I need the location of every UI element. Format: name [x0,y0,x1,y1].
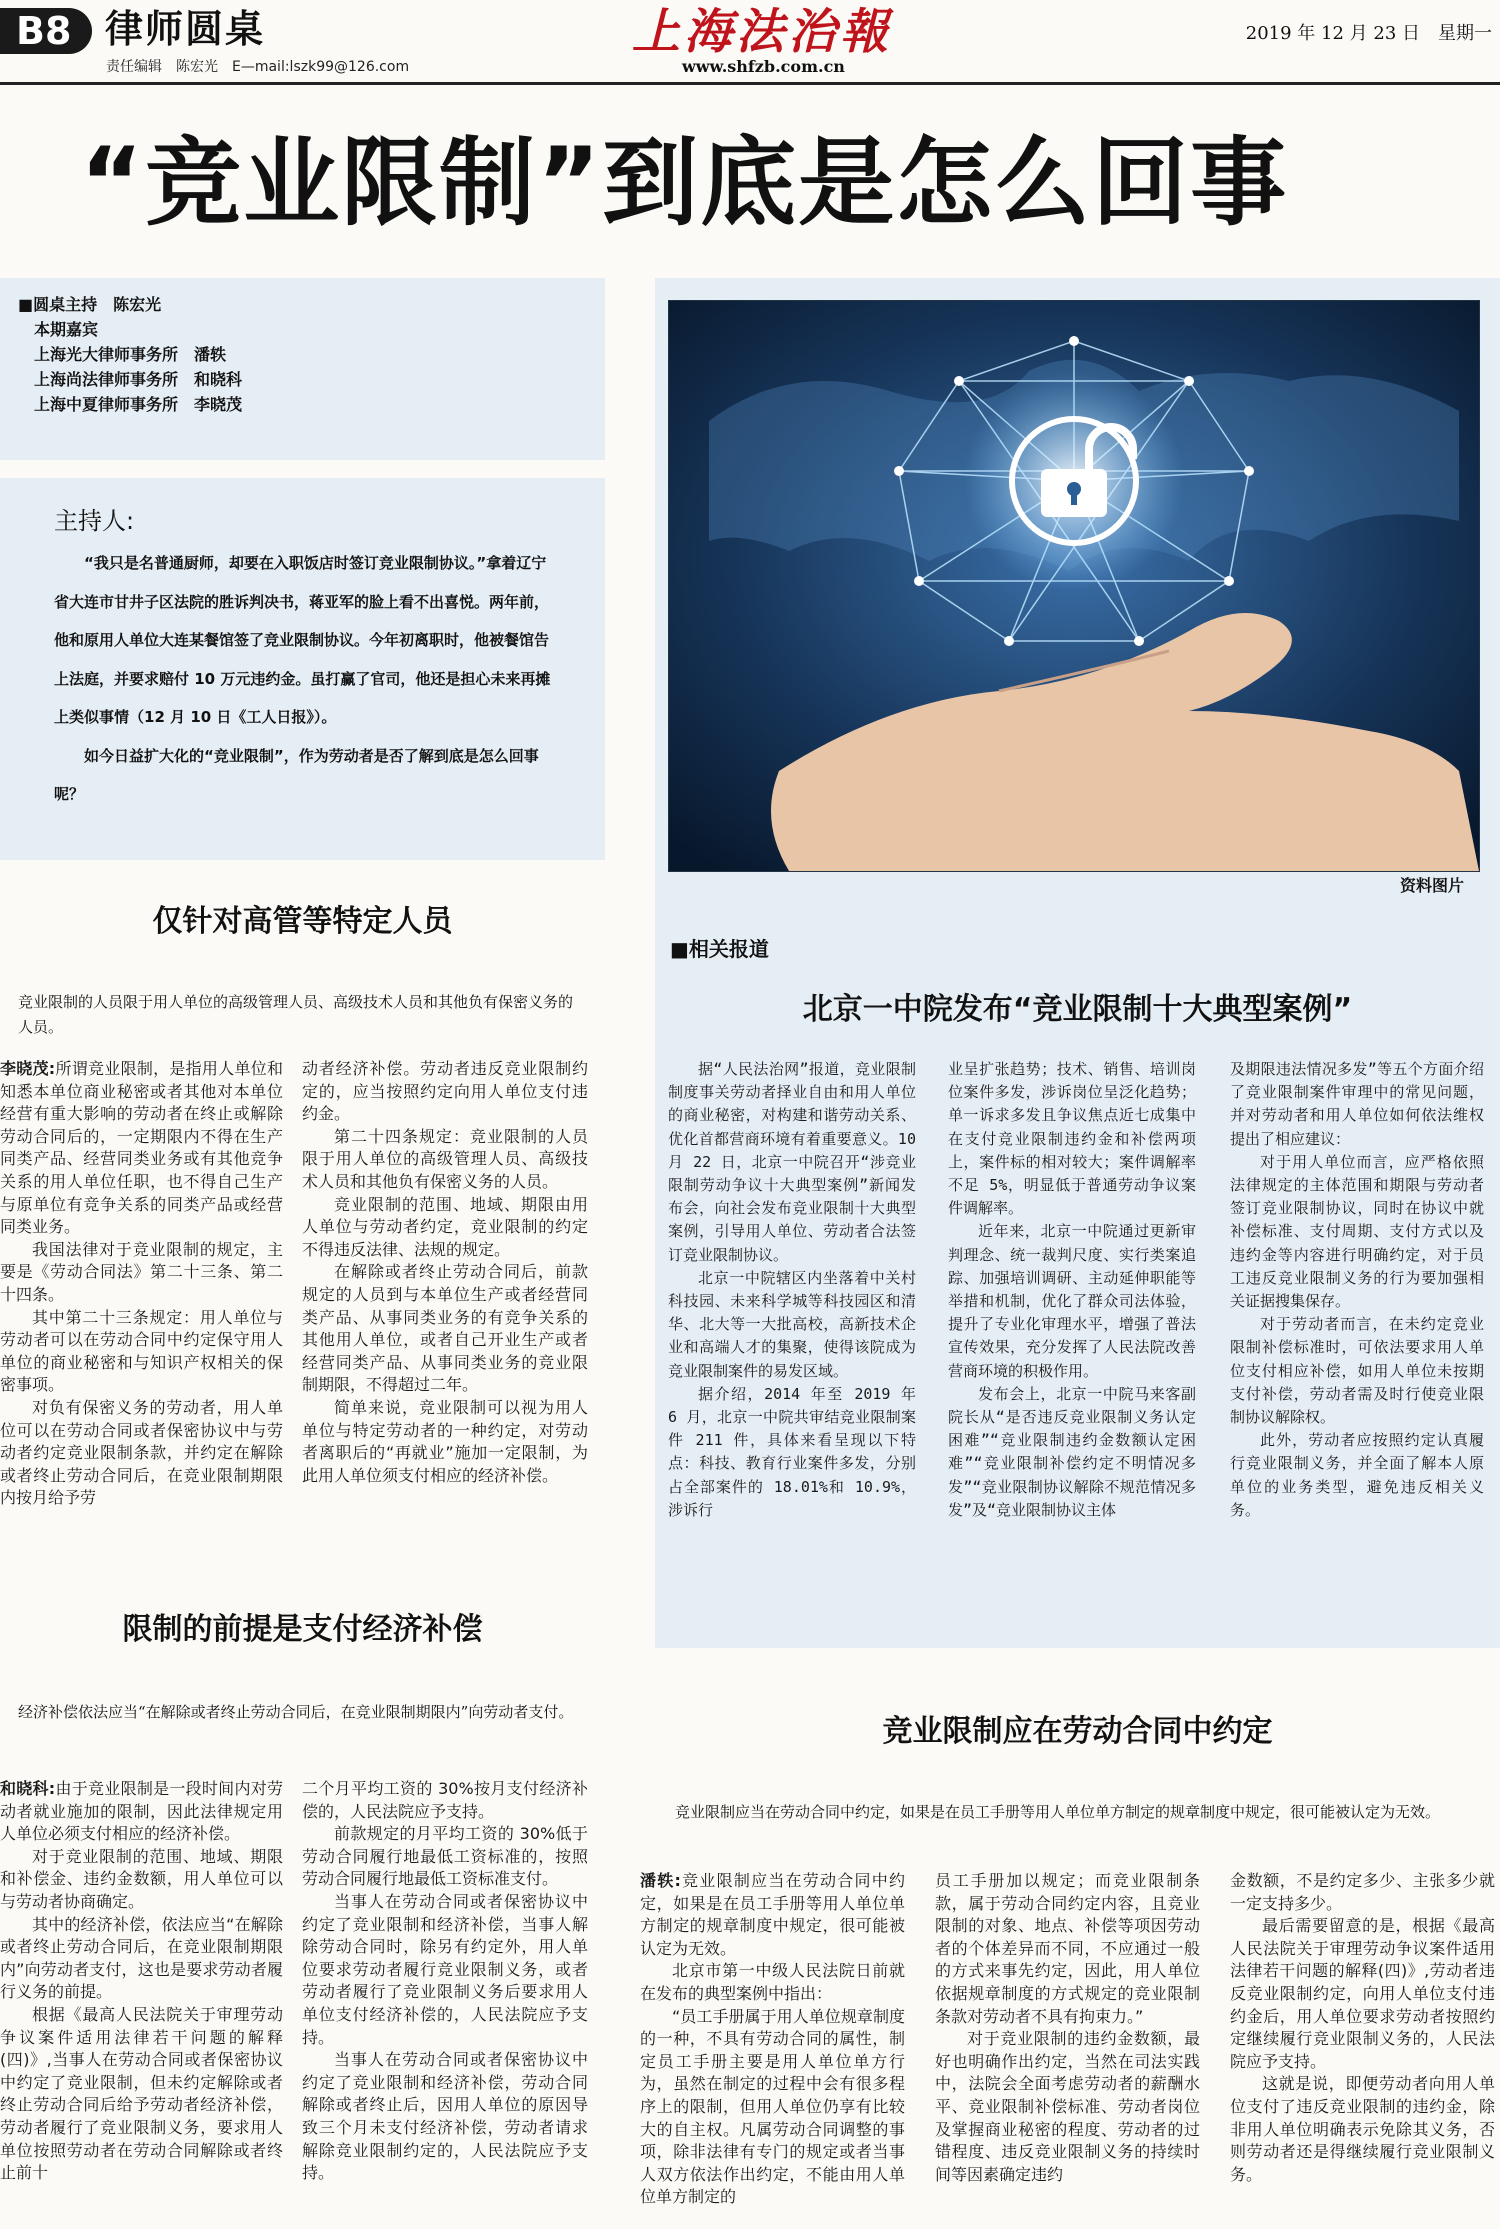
paper-url: www.shfzb.com.cn [682,57,845,76]
article-paragraph: 对于用人单位而言，应严格依照法律规定的主体范围和期限与劳动者签订竞业限制协议，同时在协议中就补偿标准、支付周期、支付方式以及违约金等内容进行明确约定，对于员工违反竞业限制义务的行为要加强相关证据搜集保存。 [1230,1152,1484,1311]
article-paragraph: 在解除或者终止劳动合同后，前款规定的人员到与本单位生产或者经营同类产品、从事同类业务的有竞争关系的其他用人单位，或者自己开业生产或者经营同类产品、从事同类业务的竞业限制期限，不得超过二年。 [302,1262,588,1395]
article-paragraph: 据介绍，2014 年至 2019 年 6 月，北京一中院共审结竞业限制案件 211 件，具体来看呈现以下特点：科技、教育行业案件多发，分别占全部案件的 18.01%和 10.9%，涉诉行 [668,1384,916,1519]
article-paragraph: 潘轶:竞业限制应当在劳动合同中约定，如果是在员工手册等用人单位单方制定的规章制度中规定，很可能被认定为无效。 [640,1871,905,1958]
roundtable-line: 本期嘉宾 [18,320,99,339]
article-paragraph: 对负有保密义务的劳动者，用人单位可以在劳动合同或者保密协议中与劳动者约定竞业限制条款，并约定在解除或者终止劳动合同后，在竞业限制期限内按月给予劳 [0,1397,283,1508]
related-title: 北京一中院发布“竞业限制十大典型案例” [802,992,1353,1027]
roundtable-line: 上海尚法律师事务所 和晓科 [18,370,243,389]
section1-lead: 竞业限制的人员限于用人单位的高级管理人员、高级技术人员和其他负有保密义务的人员。 [18,993,574,1036]
article-paragraph: 据“人民法治网”报道，竞业限制制度事关劳动者择业自由和用人单位的商业秘密，对构建和谐劳动关系、优化首都营商环境有着重要意义。10 月 22 日，北京一中院召开“涉竞业限制劳动争议十大典型案例”新闻发布会，向社会发布竞业限制十大典型案例，引导用人单位、劳动者合法签订竞业限制协议。 [668,1060,916,1264]
page-title: “竞业限制”到底是怎么回事 [80,127,1289,239]
paper-logo: 上海法治報 [632,4,893,60]
article-paragraph: 金数额，不是约定多少、主张多少就一定支持多少。 [1230,1871,1495,1913]
roundtable-line: 上海光大律师事务所 潘轶 [18,345,227,364]
related-col1 [668,1058,916,1522]
article-paragraph: 简单来说，竞业限制可以视为用人单位与特定劳动者的一种约定，对劳动者离职后的“再就业”施加一定限制，为此用人单位须支付相应的经济补偿。 [302,1397,588,1485]
hand-lock-network-image [669,301,1479,871]
article-paragraph: 前款规定的月平均工资的 30%低于劳动合同履行地最低工资标准的，按照劳动合同履行地最低工资标准支付。 [302,1824,588,1889]
related-col3 [1230,1058,1484,1522]
masthead-rule [0,82,1500,85]
section1-col1 [0,1058,283,1510]
article-paragraph: 这就是说，即便劳动者向用人单位支付了违反竞业限制的违约金，除非用人单位明确表示免除其义务，否则劳动者还是得继续履行竞业限制义务。 [1230,2074,1495,2184]
photo-credit: 资料图片 [1400,876,1465,895]
section2-col1 [0,1778,283,2185]
article-paragraph: 其中的经济补偿，依法应当“在解除或者终止劳动合同后，在竞业限制期限内”向劳动者支付，这也是要求劳动者履行义务的前提。 [0,1914,283,2002]
section3-lead: 竞业限制应当在劳动合同中约定，如果是在员工手册等用人单位单方制定的规章制度中规定，很可能被认定为无效。 [675,1803,1441,1821]
date-line: 2019 年 12 月 23 日 星期一 [1245,23,1492,44]
section-name: 律师圆桌 [105,7,266,51]
article-paragraph: 近年来，北京一中院通过更新审判理念、统一裁判尺度、实行类案追踪、加强培训调研、主动延伸职能等举措和机制，优化了群众司法体验，提升了专业化审理水平，增强了普法宣传效果，充分发挥了人民法院改善营商环境的积极作用。 [948,1222,1196,1380]
article-paragraph: 第二十四条规定：竞业限制的人员限于用人单位的高级管理人员、高级技术人员和其他负有保密义务的人员。 [302,1126,588,1191]
host-text [54,544,554,814]
roundtable-box [0,278,605,460]
article-paragraph: 发布会上，北京一中院马来客副院长从“是否违反竞业限制义务认定困难”“竞业限制违约金数额认定困难”“竞业限制补偿约定不明情况多发”“竞业限制协议解除不规范情况多发”及“竞业限制协议主体 [948,1384,1196,1519]
section3-title: 竞业限制应在劳动合同中约定 [882,1714,1273,1749]
article-paragraph: 竞业限制的范围、地域、期限由用人单位与劳动者约定，竞业限制的约定不得违反法律、法规的规定。 [302,1194,588,1259]
article-paragraph: “员工手册属于用人单位规章制度的一种，不具有劳动合同的属性，制定员工手册主要是用人单位单方行为，虽然在制定的过程中会有很多程序上的限制，但用人单位仍享有比较大的自主权。凡属劳动合同调整的事项，除非法律有专门的规定或者当事人双方依法作出约定，不能由用人单位单方制定的 [640,2006,905,2207]
article-paragraph: 最后需要留意的是，根据《最高人民法院关于审理劳动争议案件适用法律若干问题的解释(四)》,劳动者违反竞业限制约定，向用人单位支付违约金后，用人单位要求劳动者按照约定继续履行竞业限制义务的，人民法院应予支持。 [1230,1916,1495,2071]
article-paragraph: 北京市第一中级人民法院日前就在发布的典型案例中指出： [640,1961,905,2003]
section2-title: 限制的前提是支付经济补偿 [122,1612,483,1647]
section2-col2 [302,1778,588,2185]
section-badge: B8 [0,8,92,54]
article-paragraph: 我国法律对于竞业限制的规定，主要是《劳动合同法》第二十三条、第二十四条。 [0,1239,283,1304]
speaker-name: 李晓茂: [0,1059,56,1078]
article-paragraph: 员工手册加以规定；而竞业限制条款，属于劳动合同约定内容，且竞业限制的对象、地点、补偿等项因劳动者的个体差异而不同，不应通过一般的方式来事先约定，因此，用人单位依据规章制度的方式规定的竞业限制条款对劳动者不具有拘束力。” [935,1871,1200,2026]
editor-line: 责任编辑 陈宏光 E—mail:lszk99@126.com [106,59,410,75]
host-label: 主持人: [54,507,135,535]
article-paragraph: 其中第二十三条规定：用人单位与劳动者可以在劳动合同中约定保守用人单位的商业秘密和与知识产权相关的保密事项。 [0,1307,283,1395]
article-paragraph: 二个月平均工资的 30%按月支付经济补偿的，人民法院应予支持。 [302,1779,588,1821]
article-paragraph: 对于劳动者而言，在未约定竞业限制补偿标准时，可依法要求用人单位支付相应补偿，如用人单位未按期支付补偿，劳动者需及时行使竞业限制协议解除权。 [1230,1315,1484,1427]
section1-col2 [302,1058,588,1487]
roundtable-line: 上海中夏律师事务所 李晓茂 [18,395,243,414]
article-paragraph: 对于竞业限制的范围、地域、期限和补偿金、违约金数额，用人单位可以与劳动者协商确定。 [0,1846,283,1911]
related-col2 [948,1058,1196,1522]
roundtable-line: ■圆桌主持 陈宏光 [18,295,162,314]
article-paragraph: 北京一中院辖区内坐落着中关村科技园、未来科学城等科技园区和清华、北大等一大批高校，高新技术企业和高端人才的集聚，使得该院成为竞业限制案件的易发区域。 [668,1268,916,1380]
host-paragraph: “我只是名普通厨师，却要在入职饭店时签订竞业限制协议。”拿着辽宁省大连市甘井子区法院的胜诉判决书，蒋亚军的脸上看不出喜悦。两年前，他和原用人单位大连某餐馆签了竞业限制协议。今年初离职时，他被餐馆告上法庭，并要求赔付 10 万元违约金。虽打赢了官司，他还是担心未来再摊上类似事情（12 月 10 日《工人日报》）。 [54,554,551,726]
section3-col1 [640,1870,905,2209]
section3-col2 [935,1870,1200,2186]
section3-col3 [1230,1870,1495,2186]
speaker-name: 和晓科: [0,1779,56,1798]
article-paragraph: 根据《最高人民法院关于审理劳动争议案件适用法律若干问题的解释(四)》,当事人在劳动合同或者保密协议中约定了竞业限制，但未约定解除或者终止劳动合同后给予劳动者经济补偿，劳动者履行了竞业限制义务，要求用人单位按照劳动者在劳动合同解除或者终止前十 [0,2004,283,2183]
article-paragraph: 对于竞业限制的违约金数额，最好也明确作出约定，当然在司法实践中，法院会全面考虑劳动者的薪酬水平、竞业限制补偿标准、劳动者岗位及掌握商业秘密的程度、劳动者的过错程度、违反竞业限制义务的持续时间等因素确定违约 [935,2029,1200,2184]
related-label: ■相关报道 [670,937,769,961]
article-paragraph: 当事人在劳动合同或者保密协议中约定了竞业限制和经济补偿，当事人解除劳动合同时，除另有约定外，用人单位要求劳动者履行竞业限制义务，或者劳动者履行了竞业限制义务后要求用人单位支付经济补偿的，人民法院应予支持。 [302,1891,588,2047]
article-paragraph: 及期限违法情况多发”等五个方面介绍了竞业限制案件审理中的常见问题，并对劳动者和用人单位如何依法维权提出了相应建议： [1230,1060,1484,1148]
article-paragraph: 李晓茂:所谓竞业限制，是指用人单位和知悉本单位商业秘密或者其他对本单位经营有重大影响的劳动者在终止或解除劳动合同后的，一定期限内不得在生产同类产品、经营同类业务或有其他竞争关系的用人单位任职，也不得自己生产与原单位有竞争关系的同类产品或经营同类业务。 [0,1059,283,1237]
article-paragraph: 此外，劳动者应按照约定认真履行竞业限制义务，并全面了解本人原单位的业务类型，避免违反相关义务。 [1230,1431,1484,1519]
article-paragraph: 动者经济补偿。劳动者违反竞业限制约定的，应当按照约定向用人单位支付违约金。 [302,1059,588,1124]
host-paragraph: 如今日益扩大化的“竞业限制”，作为劳动者是否了解到底是怎么回事呢？ [54,746,539,803]
article-photo [668,300,1480,872]
article-paragraph: 和晓科:由于竞业限制是一段时间内对劳动者就业施加的限制，因此法律规定用人单位必须支付相应的经济补偿。 [0,1779,283,1844]
section2-lead: 经济补偿依法应当“在解除或者终止劳动合同后，在竞业限制期限内”向劳动者支付。 [18,1703,574,1721]
article-paragraph: 当事人在劳动合同或者保密协议中约定了竞业限制和经济补偿，劳动合同解除或者终止后，因用人单位的原因导致三个月未支付经济补偿，劳动者请求解除竞业限制约定的，人民法院应予支持。 [302,2050,588,2183]
speaker-name: 潘轶: [640,1871,681,1890]
article-paragraph: 业呈扩张趋势；技术、销售、培训岗位案件多发，涉诉岗位呈泛化趋势；单一诉求多发且争议焦点近七成集中在支付竞业限制违约金和补偿两项上，案件标的相对较大；案件调解率不足 5%，明显低于普通劳动争议案件调解率。 [948,1060,1196,1218]
section1-title: 仅针对高管等特定人员 [152,904,453,939]
